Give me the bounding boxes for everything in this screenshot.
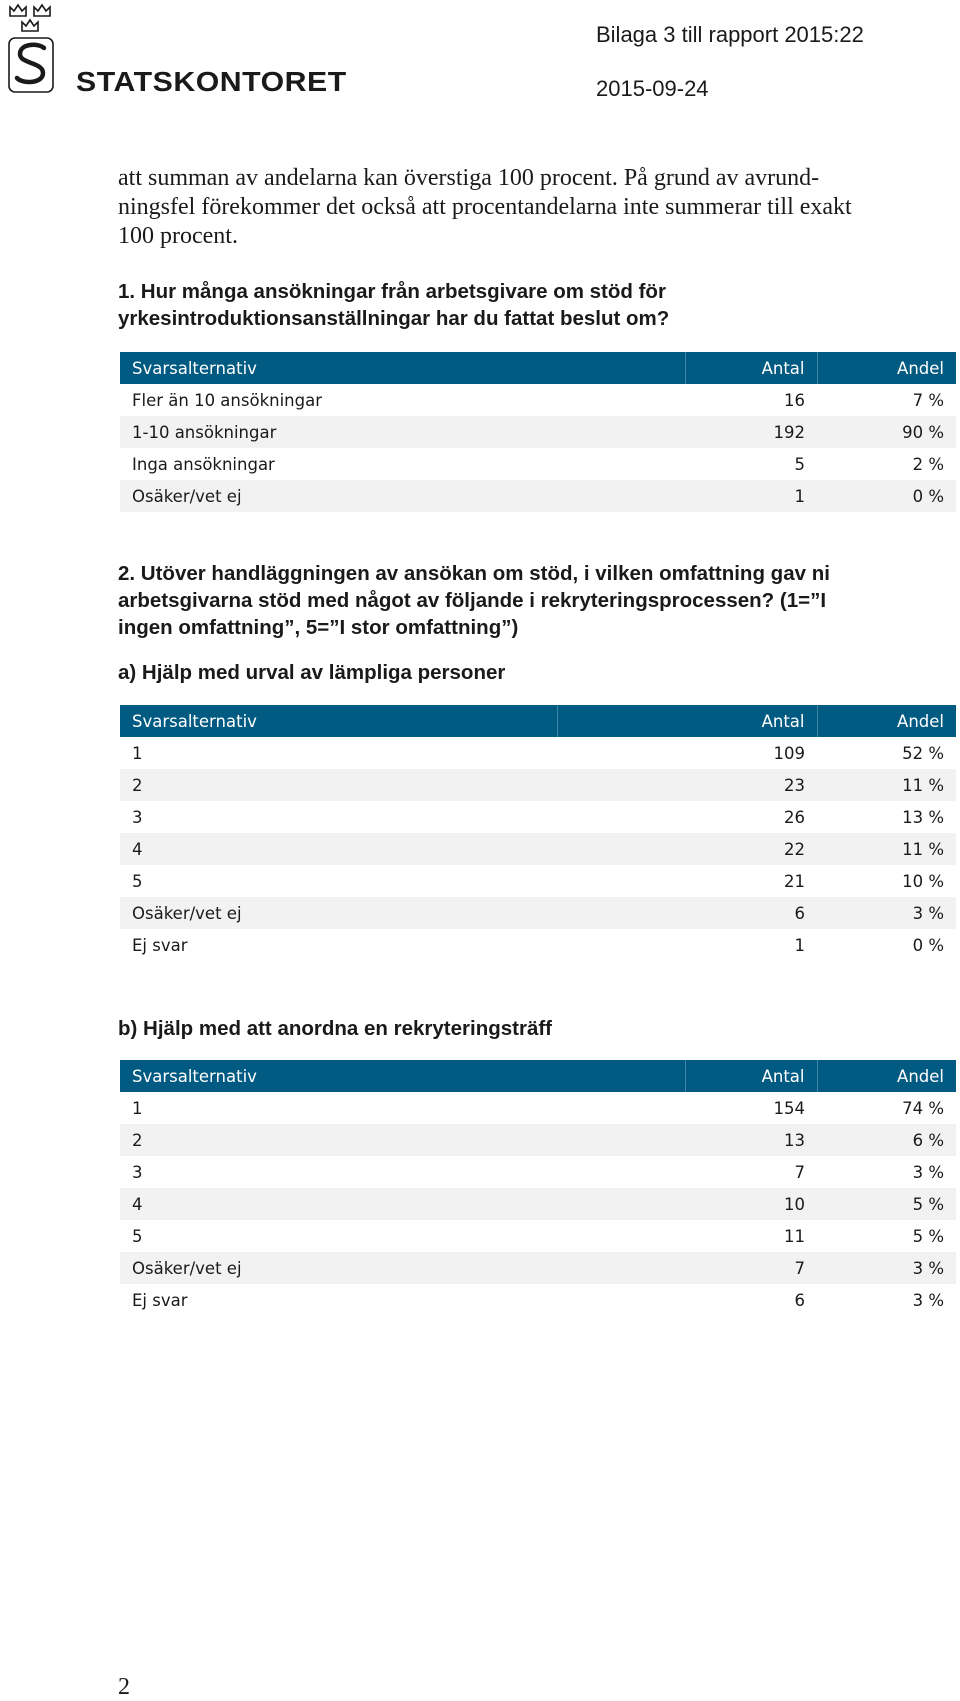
column-header: Andel [817, 352, 956, 384]
table-cell: 52 % [902, 743, 944, 763]
table-cell: 3 % [912, 1162, 944, 1182]
table-row [120, 1220, 956, 1252]
table-cell: 3 % [817, 1252, 956, 1284]
subquestion-b-heading: b) Hjälp med att anordna en rekryteringsträff [118, 1017, 553, 1040]
table-cell: 0 % [912, 935, 944, 955]
table-row [120, 929, 956, 961]
table-cell: 7 [685, 1252, 817, 1284]
table-row [120, 737, 956, 769]
question-line: ingen omfattning”, 5=”I stor omfattning”) [118, 616, 519, 639]
question-line: 2. Utöver handläggningen av ansökan om stöd, i vilken omfattning gav ni [118, 562, 830, 585]
table-cell: 6 [557, 897, 817, 929]
intro-line: ningsfel förekommer det också att procentandelarna inte summerar till exakt [118, 194, 852, 220]
table-row [120, 1092, 956, 1124]
table-cell: 3 % [817, 897, 956, 929]
report-title: Bilaga 3 till rapport 2015:22 [596, 22, 864, 47]
table-cell: 5 [132, 1226, 143, 1246]
table-row [120, 1284, 956, 1316]
table-cell: 2 % [912, 454, 944, 474]
question-1-heading [118, 278, 960, 332]
table-cell: 5 % [912, 1226, 944, 1246]
table-cell: 4 [120, 833, 557, 865]
question-line: yrkesintroduktionsanställningar har du fattat beslut om? [118, 307, 670, 330]
report-date: 2015-09-24 [596, 76, 709, 101]
table-row [120, 480, 956, 512]
table-cell: 3 [132, 1162, 143, 1182]
table-cell: 11 [784, 1226, 805, 1246]
table-cell: 10 % [902, 871, 944, 891]
table-row [120, 448, 956, 480]
table-row [120, 897, 956, 929]
column-header: Antal [557, 705, 817, 737]
table-cell: 7 [794, 1162, 805, 1182]
table-cell: Osäker/vet ej [120, 480, 685, 512]
table-cell: Fler än 10 ansökningar [132, 390, 322, 410]
table-cell: 23 [557, 769, 817, 801]
table-cell: Ej svar [132, 935, 188, 955]
table-cell: 0 % [817, 480, 956, 512]
table-cell: Osäker/vet ej [120, 1252, 685, 1284]
table-row [120, 833, 956, 865]
table-row [120, 865, 956, 897]
column-header: Andel [817, 705, 956, 737]
table-cell: 4 [120, 1188, 685, 1220]
crowns-shield-icon [4, 2, 74, 97]
table-cell: 1-10 ansökningar [120, 416, 685, 448]
table-cell: Ej svar [132, 1290, 188, 1310]
table-row [120, 416, 956, 448]
table-cell: 3 [132, 807, 143, 827]
subquestion-a-heading: a) Hjälp med urval av lämpliga personer [118, 661, 506, 684]
table-cell: 7 % [912, 390, 944, 410]
table-cell: 154 [773, 1098, 805, 1118]
table-cell: 13 [685, 1124, 817, 1156]
table-header-row [120, 352, 956, 384]
table-cell: 5 % [817, 1188, 956, 1220]
table-cell: 11 % [817, 769, 956, 801]
table-cell: 6 [794, 1290, 805, 1310]
table-row [120, 1188, 956, 1220]
table-cell: 6 % [817, 1124, 956, 1156]
table-cell: 22 [557, 833, 817, 865]
table-cell: 5 [132, 871, 143, 891]
question-line: 1. Hur många ansökningar från arbetsgivare om stöd för [118, 280, 666, 303]
table-header-row [120, 1060, 956, 1092]
table-cell: 2 [120, 1124, 685, 1156]
column-header: Svarsalternativ [120, 1060, 685, 1092]
table-cell: Osäker/vet ej [120, 897, 557, 929]
question-2-heading [118, 560, 960, 641]
intro-line: att summan av andelarna kan överstiga 100 procent. På grund av avrund- [118, 165, 820, 191]
table-cell: 5 [794, 454, 805, 474]
table-cell: 11 % [817, 833, 956, 865]
statskontoret-logo [4, 2, 354, 97]
table-cell: 109 [773, 743, 805, 763]
table-cell: 3 % [912, 1290, 944, 1310]
column-header: Svarsalternativ [120, 705, 557, 737]
table-cell: 1 [132, 1098, 143, 1118]
table-cell: 10 [685, 1188, 817, 1220]
table-cell: Inga ansökningar [132, 454, 275, 474]
intro-paragraph [118, 164, 960, 251]
table-row [120, 384, 956, 416]
table-row [120, 801, 956, 833]
question-line: arbetsgivarna stöd med något av följande i rekryteringsprocessen? (1=”I [118, 589, 827, 612]
page-number: 2 [118, 1674, 130, 1700]
table-row [120, 1124, 956, 1156]
column-header: Andel [817, 1060, 956, 1092]
column-header: Antal [685, 352, 817, 384]
column-header: Antal [685, 1060, 817, 1092]
table-cell: 16 [784, 390, 805, 410]
table-cell: 90 % [817, 416, 956, 448]
table-cell: 1 [132, 743, 143, 763]
subquestion-a-table [120, 705, 956, 961]
table-row [120, 1252, 956, 1284]
table-row [120, 769, 956, 801]
table-cell: 26 [784, 807, 805, 827]
question-1-table [120, 352, 956, 512]
table-cell: 192 [685, 416, 817, 448]
column-header: Svarsalternativ [120, 352, 685, 384]
subquestion-b-table [120, 1060, 956, 1316]
table-cell: 2 [120, 769, 557, 801]
intro-line: 100 procent. [118, 223, 238, 249]
table-row [120, 1156, 956, 1188]
table-cell: 13 % [902, 807, 944, 827]
table-cell: 1 [794, 935, 805, 955]
logo-text: STATSKONTORET [76, 66, 347, 97]
table-cell: 1 [685, 480, 817, 512]
table-cell: 21 [784, 871, 805, 891]
table-header-row [120, 705, 956, 737]
table-cell: 74 % [902, 1098, 944, 1118]
